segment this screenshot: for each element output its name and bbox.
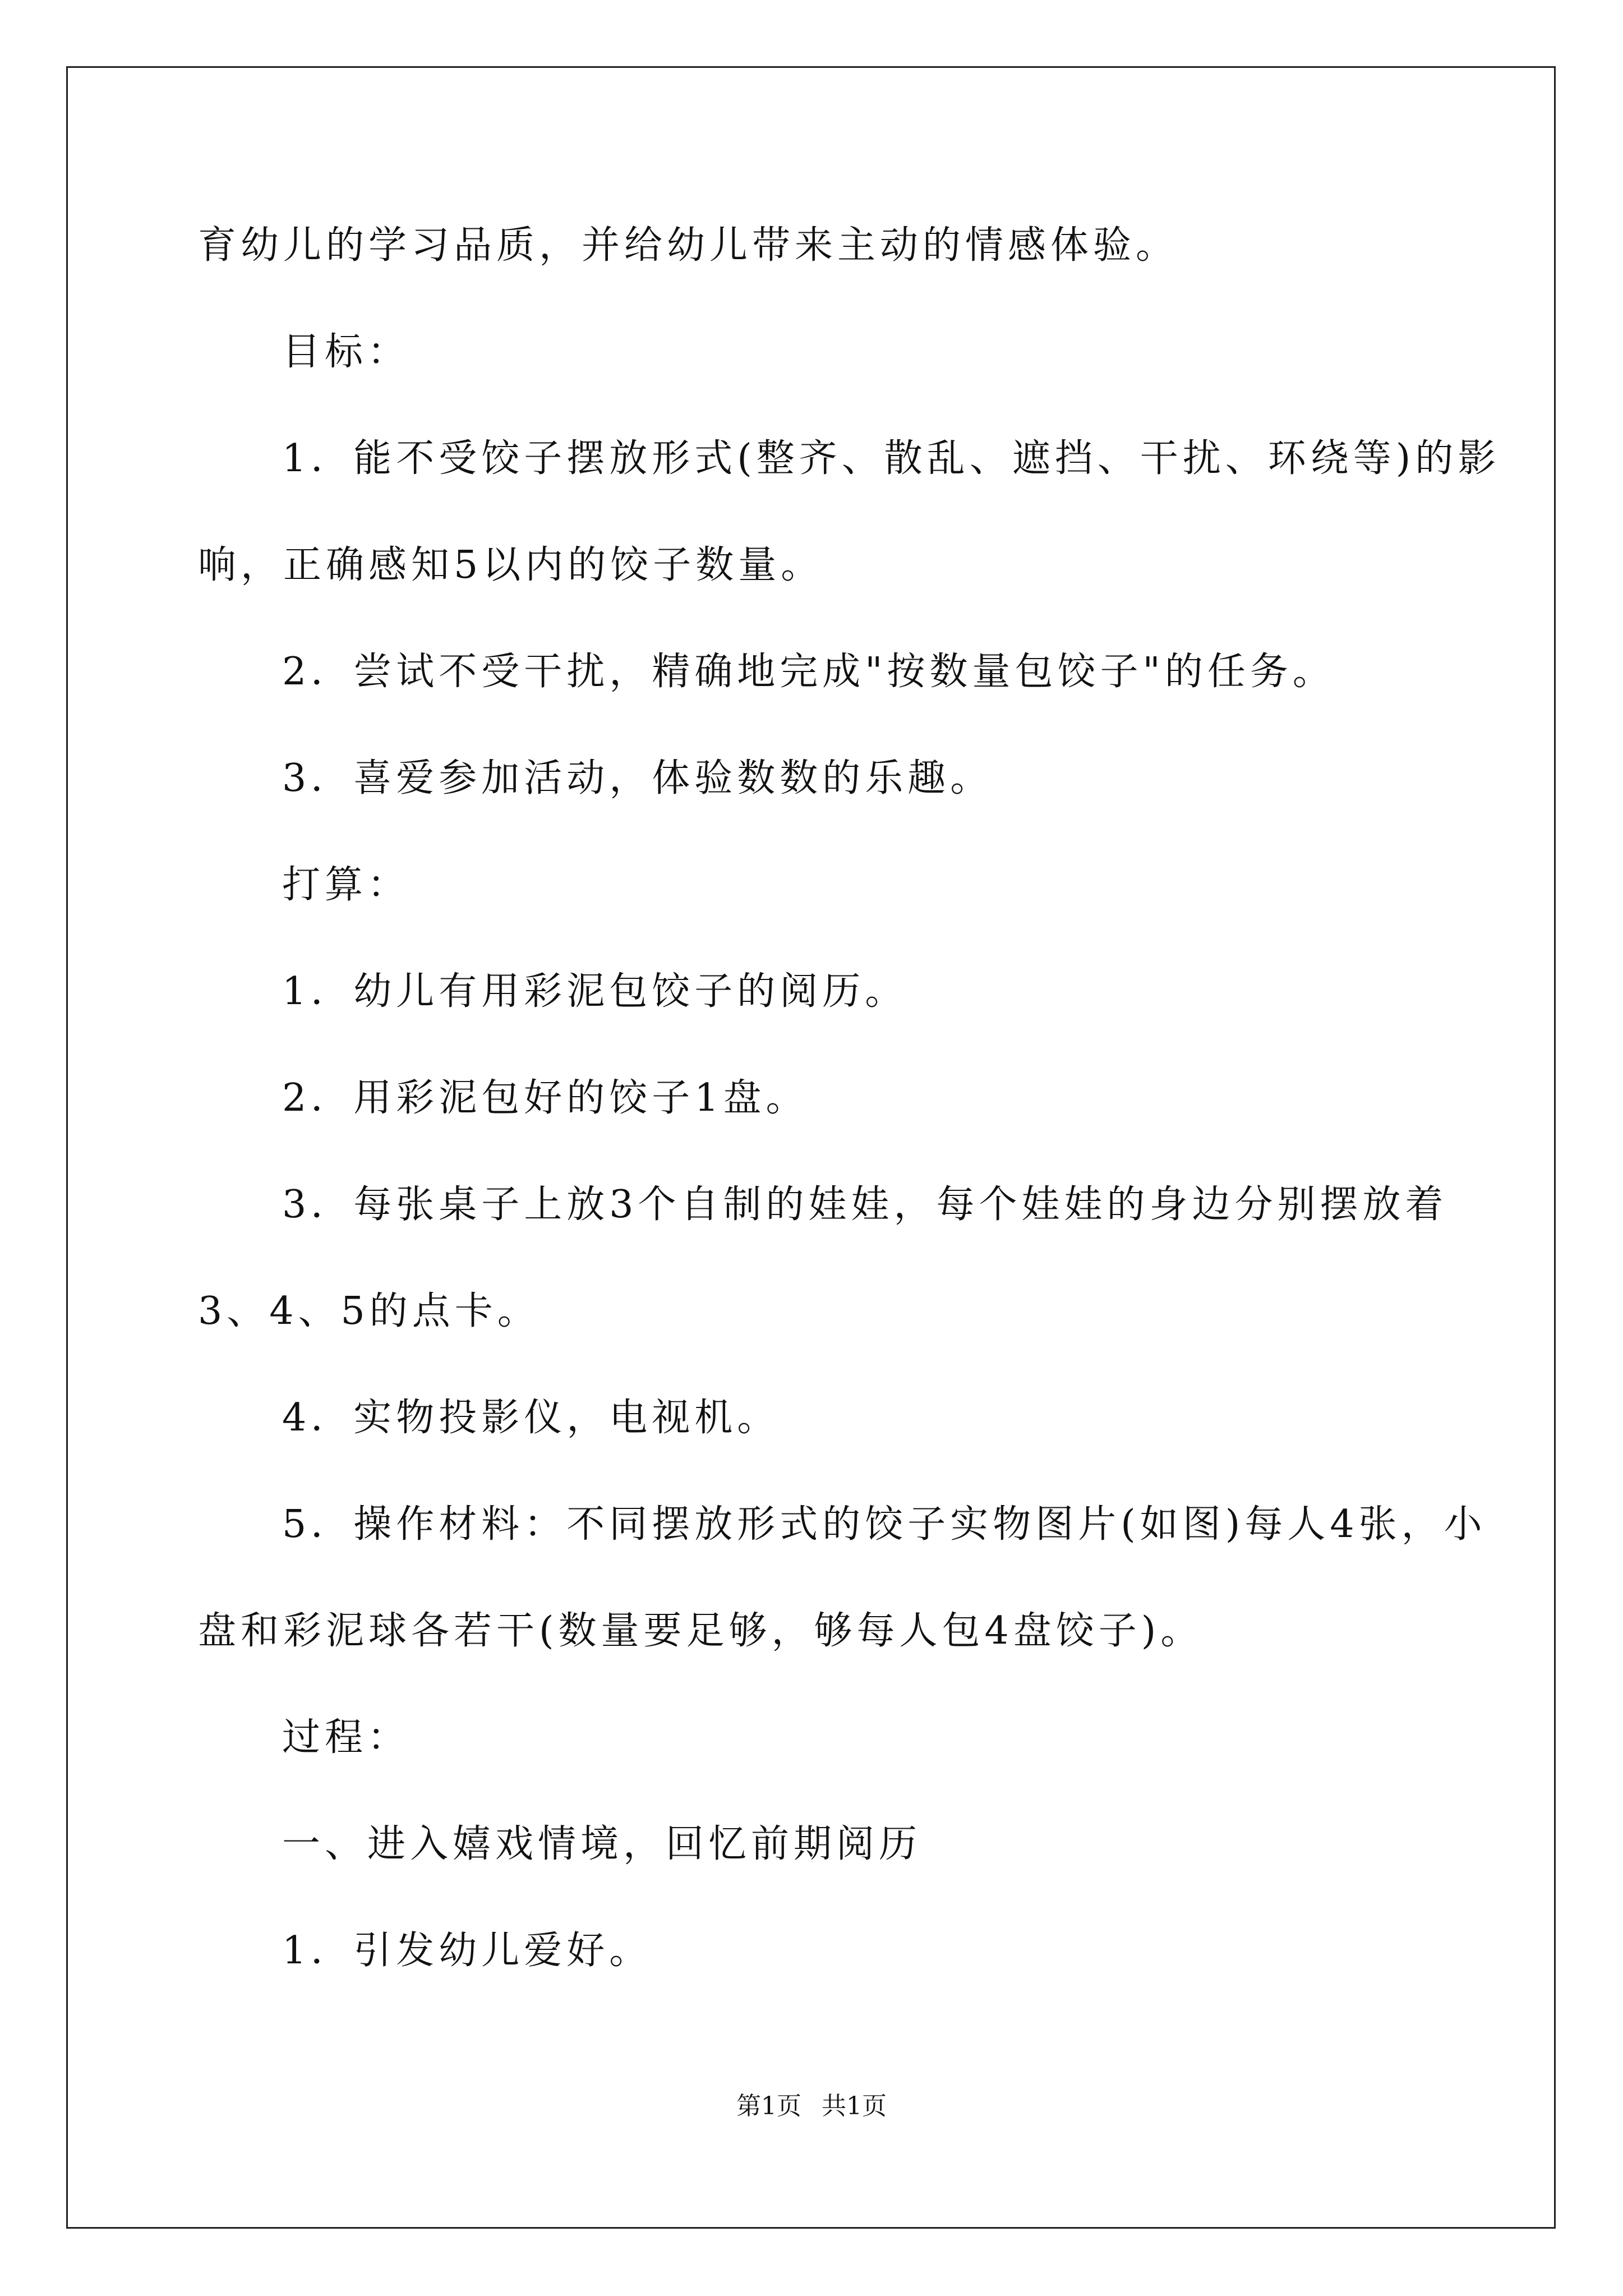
- section-heading: 目标：: [282, 330, 411, 374]
- list-item: 1．引发幼儿爱好。: [282, 1929, 652, 1973]
- paragraph: 3、4、5的点卡。: [198, 1289, 540, 1333]
- list-item: 4．实物投影仪，电视机。: [282, 1396, 780, 1440]
- list-item: 3．每张桌子上放3个自制的娃娃，每个娃娃的身边分别摆放着: [282, 1182, 1448, 1227]
- section-heading: 过程：: [282, 1715, 411, 1760]
- list-item: 1．能不受饺子摆放形式(整齐、散乱、遮挡、干扰、环绕等)的影: [282, 436, 1501, 481]
- list-item: 5．操作材料：不同摆放形式的饺子实物图片(如图)每人4张，小: [282, 1502, 1487, 1547]
- page-footer: [0, 2091, 1623, 2122]
- list-item: 3．喜爱参加活动，体验数数的乐趣。: [282, 756, 993, 800]
- page-number: 第1页: [736, 2092, 801, 2120]
- paragraph: 响，正确感知5以内的饺子数量。: [198, 543, 824, 587]
- list-item: 2．尝试不受干扰，精确地完成"按数量包饺子"的任务。: [282, 650, 1335, 694]
- section-heading: 打算：: [282, 863, 411, 907]
- page-border: [66, 66, 1556, 2229]
- list-item: 2．用彩泥包好的饺子1盘。: [282, 1076, 809, 1120]
- list-item: 1．幼儿有用彩泥包饺子的阅历。: [282, 969, 908, 1014]
- paragraph: 育幼儿的学习品质，并给幼儿带来主动的情感体验。: [198, 223, 1179, 268]
- page-total: 共1页: [822, 2092, 887, 2120]
- paragraph: 盘和彩泥球各若干(数量要足够，够每人包4盘饺子)。: [198, 1609, 1204, 1653]
- subsection-heading: 一、进入嬉戏情境，回忆前期阅历: [282, 1822, 922, 1866]
